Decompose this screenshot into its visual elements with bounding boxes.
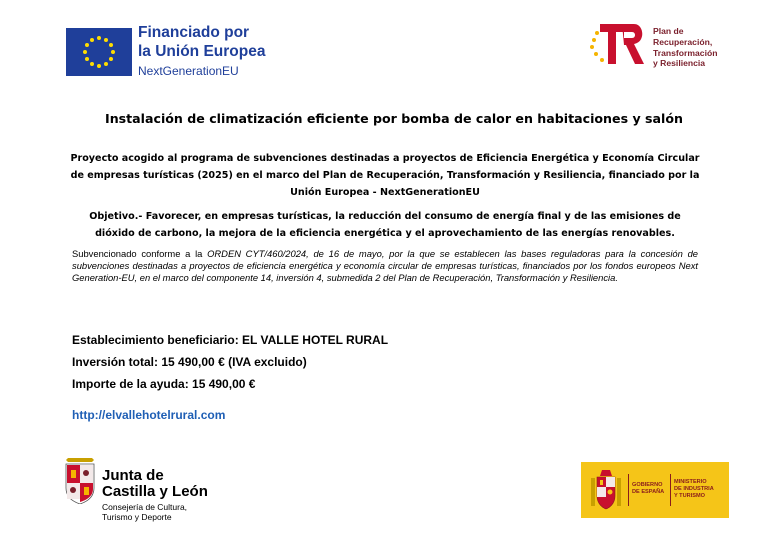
proyecto-paragraph: Proyecto acogido al programa de subvenciones destinadas a proyectos de Eficiencia Energética y Economía Circular de empresas turísticas (2025) en el marco del Plan de Recuperación, Transformación y Resiliencia, financiado por la Unión Europea - NextGenerationEU <box>70 153 700 198</box>
prtr-logo-line2: Recuperación, <box>653 37 713 47</box>
eu-logo-line1: Financiado por <box>138 24 250 41</box>
website-link[interactable]: http://elvallehotelrural.com <box>72 408 226 422</box>
junta-logo-line4: Turismo y Deporte <box>102 512 172 522</box>
importe-text: Importe de la ayuda: 15 490,00 € <box>72 377 256 391</box>
junta-logo-line1: Junta de <box>102 467 164 484</box>
eu-flag-icon <box>66 28 132 76</box>
logo-divider <box>670 474 671 506</box>
gobierno-espana-logo <box>581 462 729 518</box>
eu-logo-line2: la Unión Europea <box>138 43 266 60</box>
eu-logo-line3: NextGenerationEU <box>138 64 239 78</box>
eu-funding-logo <box>66 24 266 80</box>
establecimiento-text: Establecimiento beneficiario: EL VALLE HOTEL RURAL <box>72 333 389 347</box>
ministerio-line3: Y TURISMO <box>674 493 705 499</box>
logo-divider <box>628 474 629 506</box>
prtr-logo-line1: Plan de <box>653 26 684 36</box>
spain-coat-of-arms-icon <box>589 468 623 512</box>
castilla-leon-shield-icon <box>64 458 96 504</box>
junta-logo-line3: Consejería de Cultura, <box>102 502 188 512</box>
prtr-logo <box>588 20 748 68</box>
prtr-mark-icon <box>588 20 648 66</box>
subvencion-paragraph: Subvencionado conforme a la ORDEN CYT/460/2024, de 16 de mayo, por la que se establecen las bases reguladoras para la concesión de subvenciones destinadas a proyectos de eficiencia energética y economía circular de empresas turísticas, financiados por los fondos europeos Next Generation-EU, en el marco del componente 14, inversión 4, submedida 2 del Plan de Recuperación, Transformación y Resiliencia. <box>72 248 698 283</box>
junta-castilla-leon-logo <box>64 458 234 522</box>
objetivo-paragraph: Objetivo.- Favorecer, en empresas turísticas, la reducción del consumo de energía final y de las emisiones de dióxido de carbono, la mejora de la eficiencia energética y el aprovechamiento de las energías renovables. <box>89 211 681 239</box>
gobierno-line1: GOBIERNO <box>632 482 663 488</box>
ministerio-line2: DE INDUSTRIA <box>674 486 714 492</box>
junta-logo-line2: Castilla y León <box>102 483 208 500</box>
inversion-text: Inversión total: 15 490,00 € (IVA excluido) <box>72 355 307 369</box>
prtr-logo-line3: Transformación y Resiliencia <box>653 48 718 68</box>
document-title: Instalación de climatización eficiente por bomba de calor en habitaciones y salón <box>105 111 683 126</box>
gobierno-line2: DE ESPAÑA <box>632 489 665 495</box>
ministerio-line1: MINISTERIO <box>674 479 707 485</box>
